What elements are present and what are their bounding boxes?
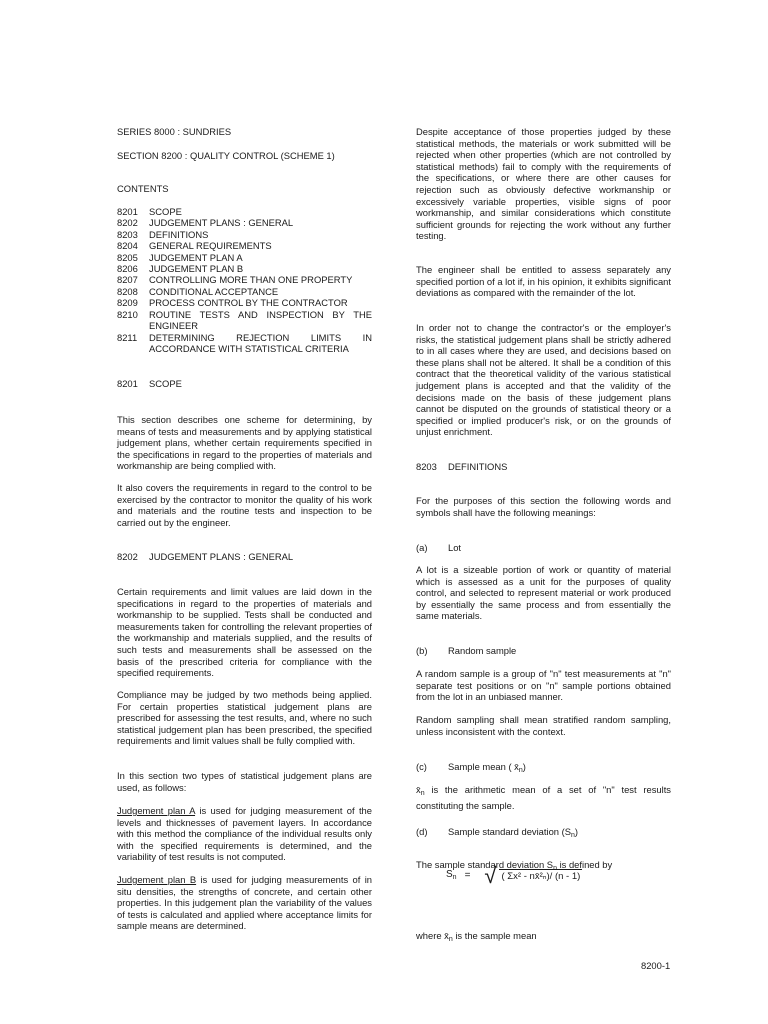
paragraph: A random sample is a group of "n" test measurements at "n" separate test positions or on "n" sample portions obtained from the lot in an unbiased manner. [416, 668, 671, 703]
contents-item [117, 274, 372, 285]
contents-item [117, 332, 372, 355]
definition-c-heading [416, 761, 671, 777]
section-8201-heading [117, 378, 372, 390]
item-title: Lot [448, 542, 462, 553]
item-title: Random sample [448, 645, 517, 656]
item-title [448, 761, 526, 777]
title-end: ) [574, 826, 579, 837]
plan-a-label: Judgement plan A [117, 805, 196, 816]
contents-item-title: CONTROLLING MORE THAN ONE PROPERTY [149, 274, 353, 286]
contents-item-number: 8209 [117, 297, 138, 309]
paragraph: Despite acceptance of those properties judged by these statistical methods, the materials or work submitted will be rejected when other properties (which are not controlled by statistical methods) fail to comply with the requirements of the specifications, or where there are other causes for rejection such as obviously defective workmanship or excessively variable properties, visible signs of poor workmanship, and similar considerations which constitute sufficient grounds for rejecting the work without any further testing. [416, 126, 671, 242]
contents-item-number: 8203 [117, 228, 138, 240]
contents-item [117, 229, 372, 240]
paragraph: Compliance may be judged by two methods being applied. For certain properties statistical judgement plans are prescribed for assessing the test results, and, where no such statistical judgement plan has been prescribed, the specified requirements and limit values shall be fully complied with. [117, 689, 372, 747]
contents-item-title: DEFINITIONS [149, 228, 209, 240]
section-8203-heading [416, 461, 671, 473]
contents-list [117, 206, 372, 355]
paragraph: For the purposes of this section the following words and symbols shall have the following meanings: [416, 495, 671, 518]
paragraph: Random sampling shall mean stratified random sampling, unless inconsistent with the context. [416, 714, 671, 737]
text: The sample standard deviation S [416, 859, 554, 871]
title-end: ) [522, 761, 526, 772]
paragraph: A lot is a sizeable portion of work or quantity of material which is assessed as a unit for the purposes of quality control, and selected to represent material or work produced by essentially the same process and from essentially the same materials. [416, 564, 671, 622]
section-title: SCOPE [149, 378, 182, 389]
page-number: 8200-1 [641, 960, 671, 971]
paragraph: In this section two types of statistical judgement plans are used, as follows: [117, 770, 372, 793]
series-heading: SERIES 8000 : SUNDRIES [117, 126, 232, 137]
title-text: Sample mean ( x̄ [448, 761, 519, 772]
definition-d-heading [416, 826, 671, 842]
plan-b-text: is used for judging measurements of in situ densities, the strengths of concrete, and certain other properties. In this judgement plan the variability of the values of tests is calculated and applied where acceptance limits for sample means are determined. [117, 874, 372, 932]
item-label: (a) [416, 542, 428, 553]
contents-item-number: 8205 [117, 251, 138, 263]
contents-item [117, 309, 372, 332]
text: where x̄ [416, 930, 449, 942]
equals-sign: = [464, 870, 471, 882]
contents-item [117, 252, 372, 263]
contents-item-title: SCOPE [149, 206, 182, 217]
contents-item [117, 263, 372, 274]
contents-item [117, 240, 372, 251]
contents-item-number: 8201 [117, 206, 138, 217]
subscript: n [420, 790, 425, 797]
subscript: n [571, 832, 575, 839]
section-number: 8202 [117, 551, 138, 562]
contents-item-number: 8206 [117, 262, 138, 274]
contents-item [117, 217, 372, 228]
subscript: n [452, 873, 457, 881]
contents-item [117, 206, 372, 217]
contents-item-title: CONDITIONAL ACCEPTANCE [149, 285, 279, 297]
section-heading: SECTION 8200 : QUALITY CONTROL (SCHEME 1) [117, 150, 335, 161]
contents-item-title: ROUTINE TESTS AND INSPECTION BY THE ENGINEER [149, 308, 372, 332]
title-text: Sample standard deviation (S [448, 826, 571, 837]
symbol: x̄ [416, 784, 421, 795]
item-label: (c) [416, 761, 427, 772]
plan-a-text: is used for judging measurement of the levels and thicknesses of pavement layers. In accordance with this method the compliance of the individual results only with the specified requirements is determined, and the variability of test results is not computed. [117, 805, 372, 863]
contents-item-number: 8207 [117, 274, 138, 286]
contents-item-number: 8208 [117, 285, 138, 297]
contents-item-number: 8204 [117, 240, 138, 252]
formula-radicand: ( Σx² - nx̄²ₙ)/ (n - 1) [499, 869, 583, 883]
contents-item-title: DETERMINING REJECTION LIMITS IN ACCORDANCE WITH STATISTICAL CRITERIA [149, 331, 372, 355]
section-number: 8203 [416, 461, 437, 472]
contents-item-number: 8202 [117, 217, 138, 229]
contents-item-title: JUDGEMENT PLAN A [149, 251, 243, 263]
text: is defined by [556, 859, 613, 871]
subscript: n [518, 767, 523, 774]
paragraph: The engineer shall be entitled to assess separately any specified portion of a lot if, in his opinion, it exhibits significant deviations as compared with the remainder of the lot. [416, 264, 671, 299]
definition-a-heading [416, 542, 671, 554]
subscript: n [448, 936, 453, 944]
section-title: JUDGEMENT PLANS : GENERAL [149, 551, 294, 562]
contents-item-number: 8211 [117, 331, 138, 343]
item-label: (b) [416, 645, 428, 656]
text: is the sample mean [452, 930, 537, 942]
definition-text: is the arithmetic mean of a set of "n" test results constituting the sample. [416, 784, 671, 811]
plan-b-label: Judgement plan B [117, 874, 197, 885]
paragraph [416, 930, 671, 946]
contents-item-title: JUDGEMENT PLANS : GENERAL [149, 217, 294, 229]
square-root-icon: √ [484, 863, 497, 888]
section-number: 8201 [117, 378, 138, 389]
contents-heading: CONTENTS [117, 183, 169, 194]
contents-item-title: GENERAL REQUIREMENTS [149, 240, 272, 252]
subscript: n [553, 865, 557, 873]
section-title: DEFINITIONS [448, 461, 508, 472]
paragraph: It also covers the requirements in regard to the control to be exercised by the contractor to monitor the quality of his work and materials and the routine tests and inspection to be carried out by the engineer. [117, 482, 372, 528]
paragraph: This section describes one scheme for determining, by means of tests and measurements and by applying statistical judgement plans, whether certain requirements specified in the specifications in regard to the properties of materials and workmanship are being complied with. [117, 414, 372, 472]
formula-lhs [446, 869, 457, 884]
paragraph: In order not to change the contractor's or the employer's risks, the statistical judgement plans shall be strictly adhered to in all cases where they are used, and decisions based on these plans shall not be altered. It shall be a condition of this contract that the theoretical validity of the various statistical judgement plans is accepted and that the validity of the decisions made on the basis of these judgement plans cannot be disputed on the grounds of statistical theory or a specified or implied producer's risk, or on the grounds of unjust enrichment. [416, 322, 671, 438]
contents-item-number: 8210 [117, 308, 138, 320]
item-label: (d) [416, 826, 428, 837]
contents-item [117, 286, 372, 297]
contents-item [117, 297, 372, 308]
paragraph: Certain requirements and limit values are laid down in the specifications in regard to the properties of materials and workmanship to be supplied. Tests shall be conducted and measurements taken for controlling the relevant properties of the workmanship and materials supplied, and the results of such tests and measurements shall be assessed on the basis of the prescribed criteria for compliance with the specified requirements. [117, 586, 372, 679]
contents-item-title: PROCESS CONTROL BY THE CONTRACTOR [149, 297, 348, 309]
definition-b-heading [416, 645, 671, 657]
contents-item-title: JUDGEMENT PLAN B [149, 262, 244, 274]
section-8202-heading [117, 551, 372, 563]
judgement-plan-b-paragraph [117, 874, 372, 932]
symbol: S [446, 868, 453, 880]
item-title [448, 826, 578, 842]
paragraph [416, 784, 671, 811]
judgement-plan-a-paragraph [117, 805, 372, 863]
